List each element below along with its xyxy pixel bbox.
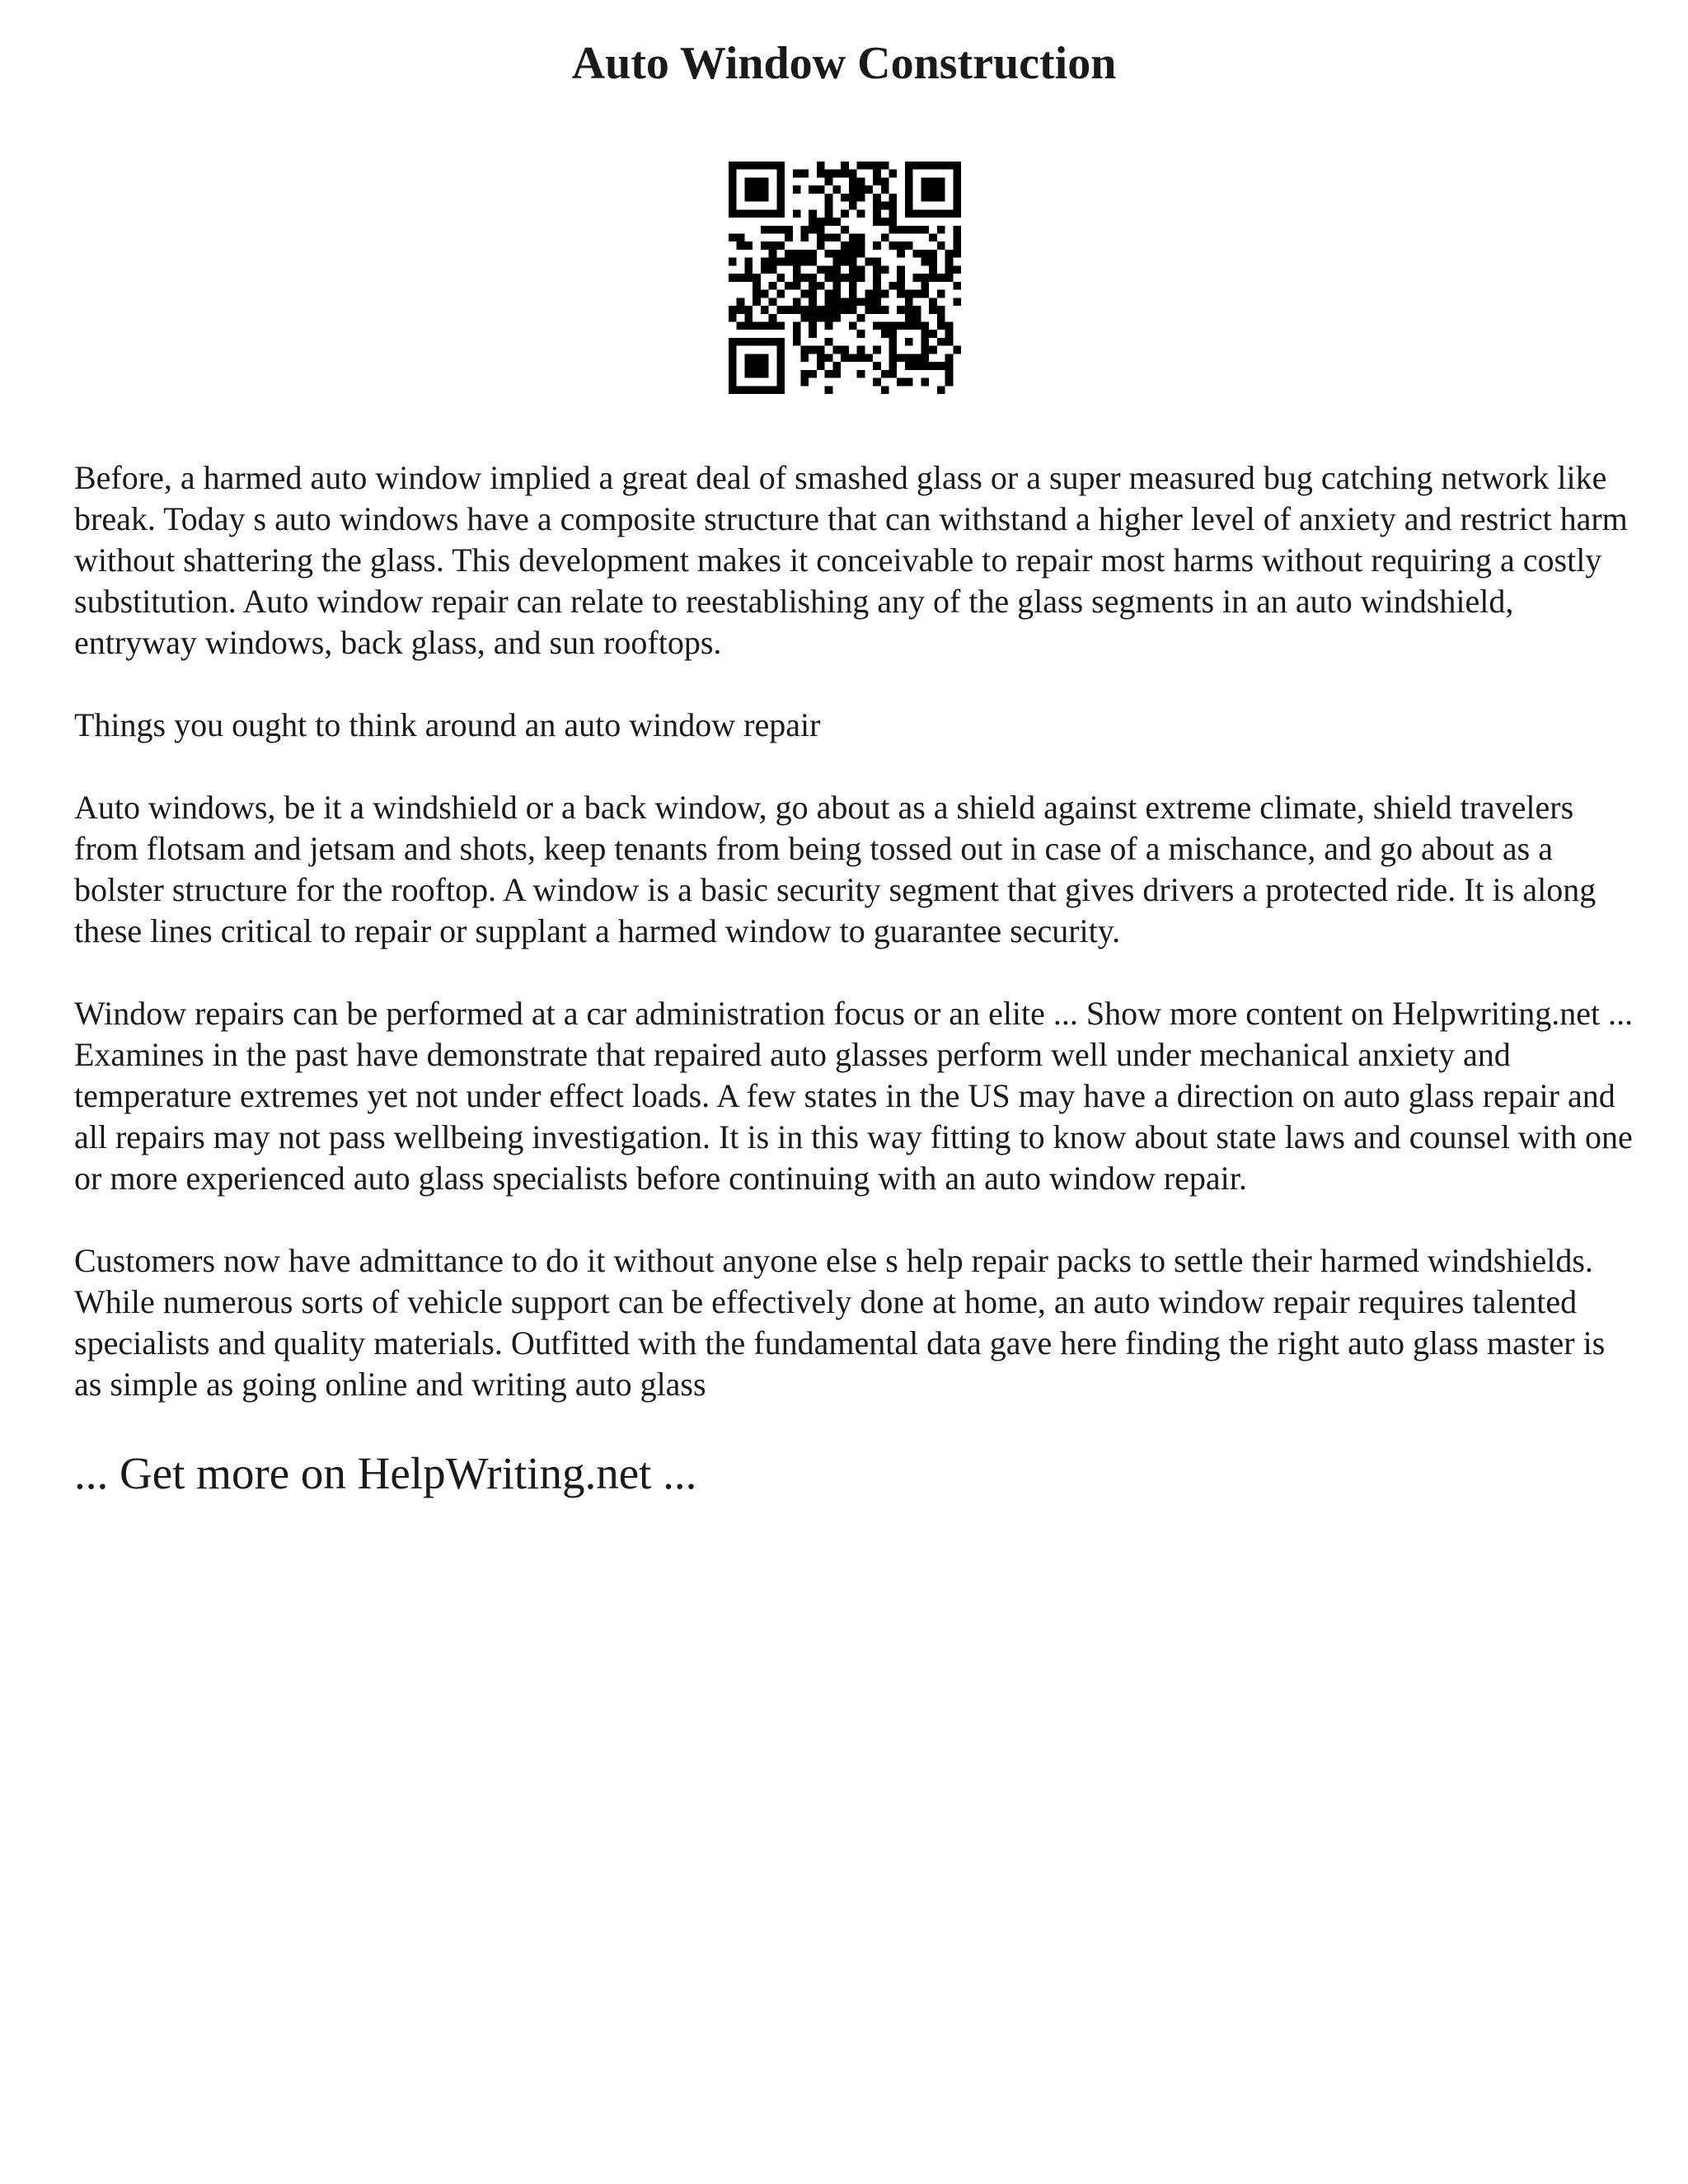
qr-code-icon: [729, 162, 961, 394]
section-heading: Things you ought to think around an auto window repair: [74, 706, 821, 743]
paragraph-studies: Examines in the past have demonstrate that repaired auto glasses perform well under mechanical anxiety and temperature extremes yet not under effect loads. A few states in the US may have a direction on auto glass repair and all repairs may not pass wellbeing investigation. It is in this way fitting to know about state laws and counsel with one or more experienced auto glass specialists before continuing with an auto window repair.: [74, 1036, 1633, 1197]
page-title: Auto Window Construction: [571, 38, 1117, 89]
paragraph-teaser: Window repairs can be performed at a car administration focus or an elite ... Show more content on Helpwriting.net ...: [74, 995, 1634, 1032]
paragraph-intro: Before, a harmed auto window implied a great deal of smashed glass or a super measured bug catching network like break. Today s auto windows have a composite structure that can withstand a higher level of anxiety and restrict harm without shattering the glass. This development makes it conceivable to repair most harms without requiring a costly substitution. Auto window repair can relate to reestablishing any of the glass segments in an auto windshield, entryway windows, back glass, and sun rooftops.: [74, 459, 1628, 661]
article-body: [74, 457, 1640, 1501]
get-more-link[interactable]: ... Get more on HelpWriting.net ...: [74, 1448, 697, 1498]
paragraph-customers: Customers now have admittance to do it without anyone else s help repair packs to settle their harmed windshields. While numerous sorts of vehicle support can be effectively done at home, an auto window repair requires talented specialists and quality materials. Outfitted with the fundamental data gave here finding the right auto glass master is as simple as going online and writing auto glass: [74, 1242, 1606, 1403]
paragraph-safety: Auto windows, be it a windshield or a back window, go about as a shield against extreme climate, shield travelers from flotsam and jetsam and shots, keep tenants from being tossed out in case of a mischance, and go about as a bolster structure for the rooftop. A window is a basic security segment that gives drivers a protected ride. It is along these lines critical to repair or supplant a harmed window to guarantee security.: [74, 789, 1597, 949]
